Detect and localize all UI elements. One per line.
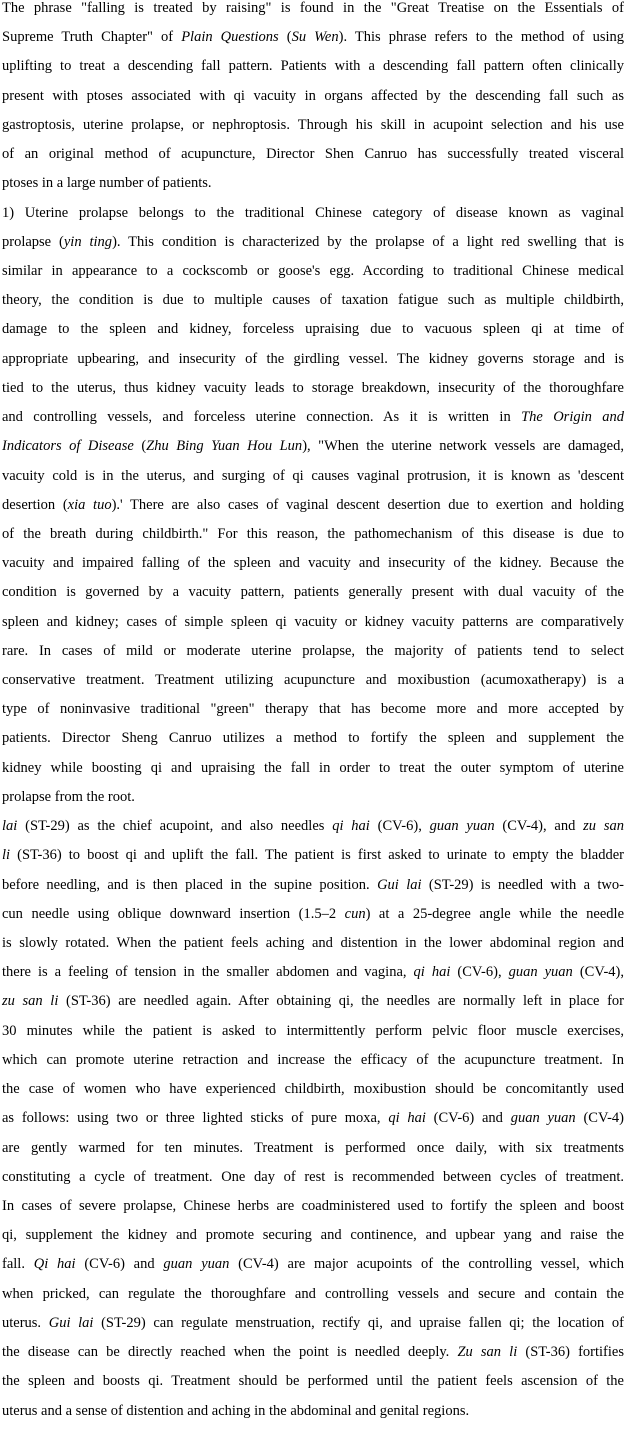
text-line	[2, 0, 624, 23]
text-segment: present with ptoses associated with qi vacuity in organs affected by the descending fall such as	[2, 87, 624, 104]
text-line	[2, 841, 624, 870]
text-segment: before needling, and is then placed in the supine position.	[2, 876, 378, 893]
text-segment: ), "When the uterine network vessels are damaged,	[302, 438, 624, 455]
text-line	[2, 1163, 624, 1192]
text-segment: (ST-29) can regulate menstruation, rectify qi, and upraise fallen qi; the location of	[93, 1314, 624, 1331]
text-line	[2, 871, 624, 900]
text-line	[2, 724, 624, 753]
text-segment: patients. Director Sheng Canruo utilizes a method to fortify the spleen and supplement the	[2, 730, 624, 747]
text-line	[2, 491, 624, 520]
text-segment: (	[133, 438, 147, 455]
text-segment: (CV-6),	[450, 964, 509, 981]
text-line	[2, 1046, 624, 1075]
text-segment: damage to the spleen and kidney, forceless upraising due to vacuous spleen qi at time of	[2, 321, 624, 338]
italic-text-segment: lai	[2, 818, 18, 835]
text-segment: gastroptosis, uterine prolapse, or nephroptosis. Through his skill in acupoint selection and his use	[2, 116, 624, 133]
italic-text-segment: xia tuo	[67, 496, 112, 513]
text-segment: In cases of severe prolapse, Chinese herbs are coadministered used to fortify the spleen and boost	[2, 1197, 624, 1214]
text-segment: 1) Uterine prolapse belongs to the traditional Chinese category of disease known as vaginal	[2, 204, 624, 221]
text-segment: of an original method of acupuncture, Director Shen Canruo has successfully treated visceral	[2, 146, 624, 163]
paragraph-3	[2, 812, 624, 1426]
text-segment: theory, the condition is due to multiple causes of taxation fatigue such as multiple childbirth,	[2, 292, 624, 309]
text-line	[2, 520, 624, 549]
text-line	[2, 1104, 624, 1133]
text-line	[2, 1397, 624, 1426]
text-line	[2, 228, 624, 257]
text-segment: (ST-29) as the chief acupoint, and also needles	[17, 818, 333, 835]
italic-text-segment: Plain Questions	[181, 29, 279, 46]
paragraph-2	[2, 199, 624, 813]
text-line	[2, 754, 624, 783]
text-segment: rare. In cases of mild or moderate uterine prolapse, the majority of patients tend to select	[2, 642, 624, 659]
text-segment: the spleen and boosts qi. Treatment should be performed until the patient feels ascension of the	[2, 1373, 624, 1390]
text-segment: Supreme Truth Chapter" of	[2, 29, 182, 46]
text-line	[2, 1280, 624, 1309]
text-line	[2, 111, 624, 140]
text-segment: tied to the uterus, thus kidney vacuity leads to storage breakdown, insecurity of the thoroughfare	[2, 379, 624, 396]
text-line	[2, 432, 624, 461]
italic-text-segment: guan yuan	[163, 1256, 230, 1273]
text-segment: (ST-29) is needled with a two-	[421, 876, 624, 893]
italic-text-segment: Gui lai	[48, 1314, 94, 1331]
text-segment: similar in appearance to a cockscomb or goose's egg. According to traditional Chinese medical	[2, 262, 624, 279]
text-segment: condition is governed by a vacuity pattern, patients generally present with dual vacuity of the	[2, 584, 624, 601]
text-segment: (	[278, 29, 292, 46]
text-segment: and controlling vessels, and forceless uterine connection. As it is written in	[2, 409, 522, 426]
text-line	[2, 374, 624, 403]
text-line	[2, 52, 624, 81]
text-line	[2, 82, 624, 111]
italic-text-segment: cun	[344, 905, 366, 922]
italic-text-segment: qi hai	[332, 818, 370, 835]
italic-text-segment: li	[2, 847, 11, 864]
text-line	[2, 812, 624, 841]
text-segment: (CV-6) and	[75, 1256, 164, 1273]
text-segment: are gently warmed for ten minutes. Treatment is performed once daily, with six treatments	[2, 1139, 624, 1156]
text-segment: prolapse from the root.	[2, 788, 135, 805]
text-line	[2, 783, 624, 812]
text-segment: (ST-36) are needled again. After obtaining qi, the needles are normally left in place for	[58, 993, 624, 1010]
italic-text-segment: Indicators of Disease	[2, 438, 134, 455]
text-line	[2, 1192, 624, 1221]
text-segment: the case of women who have experienced childbirth, moxibustion should be concomitantly used	[2, 1081, 624, 1098]
text-segment: (CV-4), and	[494, 818, 584, 835]
text-segment: (CV-4) are major acupoints of the controlling vessel, which	[229, 1256, 625, 1273]
text-line	[2, 666, 624, 695]
text-segment: cun needle using oblique downward insertion (1.5–2	[2, 905, 345, 922]
text-line	[2, 169, 624, 198]
text-segment: ). This condition is characterized by the prolapse of a light red swelling that is	[112, 233, 624, 250]
text-segment: spleen and kidney; cases of simple spleen qi vacuity or kidney vacuity patterns are comparatively	[2, 613, 624, 630]
italic-text-segment: guan yuan	[508, 964, 573, 981]
text-line	[2, 578, 624, 607]
text-line	[2, 1309, 624, 1338]
text-line	[2, 286, 624, 315]
italic-text-segment: guan yuan	[429, 818, 495, 835]
text-line	[2, 462, 624, 491]
text-segment: (ST-36) fortifies	[517, 1344, 624, 1361]
italic-text-segment: qi hai	[413, 964, 451, 981]
text-segment: kidney while boosting qi and upraising the fall in order to treat the outer symptom of uterine	[2, 759, 624, 776]
text-line	[2, 1017, 624, 1046]
text-line	[2, 987, 624, 1016]
text-segment: conservative treatment. Treatment utilizing acupuncture and moxibustion (acumoxatherapy) is a	[2, 672, 624, 689]
text-segment: type of noninvasive traditional "green" therapy that has become more and more accepted by	[2, 701, 624, 718]
italic-text-segment: Qi hai	[33, 1256, 76, 1273]
text-segment: uplifting to treat a descending fall pattern. Patients with a descending fall pattern often clinically	[2, 58, 624, 75]
italic-text-segment: zu san	[583, 818, 624, 835]
text-segment: vacuity cold is in the uterus, and surging of qi causes vaginal protrusion, it is known as 'descent	[2, 467, 624, 484]
text-line	[2, 637, 624, 666]
italic-text-segment: guan yuan	[510, 1110, 576, 1127]
italic-text-segment: The Origin and	[521, 409, 625, 426]
text-line	[2, 1221, 624, 1250]
text-line	[2, 345, 624, 374]
text-segment: (CV-4),	[572, 964, 624, 981]
text-line	[2, 140, 624, 169]
text-segment: as follows: using two or three lighted sticks of pure moxa,	[2, 1110, 389, 1127]
text-line	[2, 929, 624, 958]
text-line	[2, 608, 624, 637]
text-line	[2, 257, 624, 286]
text-segment: (CV-6) and	[425, 1110, 511, 1127]
italic-text-segment: zu san li	[2, 993, 59, 1010]
text-segment: of the breath during childbirth." For this reason, the pathomechanism of this disease is due to	[2, 525, 624, 542]
text-segment: fall.	[2, 1256, 34, 1273]
text-line	[2, 1134, 624, 1163]
text-line	[2, 1338, 624, 1367]
text-line	[2, 403, 624, 432]
italic-text-segment: Gui lai	[377, 876, 422, 893]
text-line	[2, 695, 624, 724]
text-segment: appropriate upbearing, and insecurity of the girdling vessel. The kidney governs storage and is	[2, 350, 624, 367]
italic-text-segment: Zhu Bing Yuan Hou Lun	[146, 438, 303, 455]
text-segment: there is a feeling of tension in the smaller abdomen and vagina,	[2, 964, 414, 981]
text-segment: ). This phrase refers to the method of using	[338, 29, 624, 46]
text-segment: the disease can be directly reached when the point is needled deeply.	[2, 1344, 458, 1361]
text-segment: prolapse (	[2, 233, 64, 250]
text-segment: when pricked, can regulate the thoroughfare and controlling vessels and secure and contain the	[2, 1285, 624, 1302]
text-segment: ) at a 25-degree angle while the needle	[365, 905, 625, 922]
text-line	[2, 1250, 624, 1279]
text-segment: qi, supplement the kidney and promote securing and continence, and upbear yang and raise the	[2, 1227, 624, 1244]
text-segment: (CV-4)	[575, 1110, 625, 1127]
italic-text-segment: qi hai	[388, 1110, 426, 1127]
text-line	[2, 315, 624, 344]
text-segment: constituting a cycle of treatment. One day of rest is recommended between cycles of treatment.	[2, 1168, 624, 1185]
italic-text-segment: Zu san li	[457, 1344, 518, 1361]
text-segment: (CV-6),	[369, 818, 430, 835]
text-segment: is slowly rotated. When the patient feels aching and distention in the lower abdominal region and	[2, 935, 624, 951]
text-line	[2, 1367, 624, 1396]
text-line	[2, 199, 624, 228]
text-segment: uterus.	[2, 1314, 49, 1331]
text-segment: 30 minutes while the patient is asked to intermittently perform pelvic floor muscle exercises,	[2, 1022, 624, 1039]
text-segment: ptoses in a large number of patients.	[2, 175, 212, 192]
text-segment: uterus and a sense of distention and aching in the abdominal and genital regions.	[2, 1402, 470, 1419]
text-segment: ).' There are also cases of vaginal descent desertion due to exertion and holding	[111, 496, 624, 513]
text-line	[2, 958, 624, 987]
text-segment: desertion (	[2, 496, 68, 513]
text-line	[2, 549, 624, 578]
text-line	[2, 23, 624, 52]
text-segment: (ST-36) to boost qi and uplift the fall. The patient is first asked to urinate to empty the bladder	[10, 847, 624, 864]
text-segment: which can promote uterine retraction and increase the efficacy of the acupuncture treatment. In	[2, 1051, 624, 1068]
text-line	[2, 1075, 624, 1104]
text-segment: vacuity and impaired falling of the spleen and vacuity and insecurity of the kidney. Because the	[2, 555, 624, 572]
text-line	[2, 900, 624, 929]
italic-text-segment: Su Wen	[291, 29, 339, 46]
paragraph-1	[2, 0, 624, 199]
text-segment: The phrase "falling is treated by raising" is found in the "Great Treatise on the Essentials of	[2, 0, 624, 16]
italic-text-segment: yin ting	[63, 233, 113, 250]
